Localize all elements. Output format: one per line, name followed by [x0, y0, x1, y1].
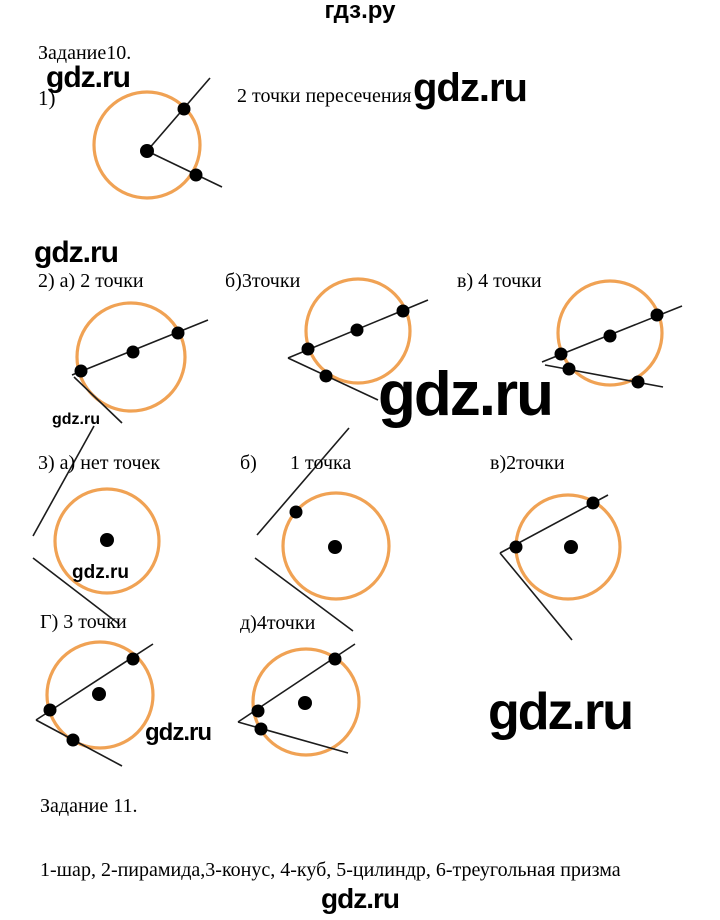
site-footer-title: gdz.ru: [321, 883, 399, 914]
task11-title: Задание 11.: [40, 795, 138, 817]
task11-answer: 1-шар, 2-пирамида,3-конус, 4-куб, 5-цилиндр, 6-треугольная призма: [40, 859, 621, 881]
task10-row2-v-label: в) 4 точки: [457, 270, 542, 292]
watermark-4g-small: gdz.ru: [145, 719, 211, 746]
diagram-2a-two-points-point: [127, 346, 140, 359]
diagram-4d-four-points-point: [298, 696, 312, 710]
watermark-row1-big: gdz.ru: [413, 66, 527, 110]
diagram-1-two-points-point: [140, 144, 154, 158]
task10-row2-a-label: 2) а) 2 точки: [38, 270, 144, 292]
diagram-3v-two-points-point: [564, 540, 578, 554]
diagram-2a-two-points-line: [72, 320, 208, 375]
diagram-2v-four-points-point: [555, 348, 568, 361]
diagram-1-two-points-point: [178, 103, 191, 116]
diagram-3b-one-point-line: [257, 428, 352, 535]
diagram-2a-two-points-point: [172, 327, 185, 340]
diagram-2b-three-points-point: [320, 370, 333, 383]
diagram-4d-four-points: [238, 644, 359, 755]
watermark-row2-left: gdz.ru: [34, 236, 118, 269]
diagram-3v-two-points-point: [510, 541, 523, 554]
diagram-4g-three-points-line: [36, 720, 122, 766]
task10-row3-b-label: б): [240, 452, 257, 474]
diagram-4g-three-points-point: [67, 734, 80, 747]
diagram-3v-two-points-line: [500, 553, 572, 640]
diagram-3v-two-points-point: [587, 497, 600, 510]
task10-row3-b-answer: 1 точка: [290, 452, 352, 474]
diagram-3a-no-points-point: [100, 533, 114, 547]
diagram-2b-three-points-line: [288, 358, 378, 400]
diagram-4d-four-points-point: [329, 653, 342, 666]
site-header-title: гдз.ру: [324, 0, 396, 24]
diagram-4g-three-points-point: [44, 704, 57, 717]
diagram-2b-three-points-point: [302, 343, 315, 356]
task10-row4-g-label: Г) 3 точки: [40, 611, 127, 633]
task10-row3-v-label: в)2точки: [490, 452, 565, 474]
task10-item1-label: 1): [38, 86, 56, 110]
diagram-4d-four-points-line: [238, 722, 348, 753]
diagram-2b-three-points-point: [397, 305, 410, 318]
diagram-3a-no-points-line: [33, 426, 94, 536]
task10-title: Задание10.: [38, 42, 132, 64]
watermark-row4-big: gdz.ru: [488, 683, 632, 741]
diagram-2v-four-points: [542, 281, 682, 389]
diagram-3v-two-points: [500, 495, 620, 640]
task10-row3-a-label: 3) а) нет точек: [38, 452, 161, 474]
watermark-3a-small: gdz.ru: [72, 562, 129, 583]
diagram-2v-four-points-point: [563, 363, 576, 376]
diagram-2b-three-points-point: [351, 324, 364, 337]
watermark-row2-big: gdz.ru: [378, 360, 552, 429]
diagram-2v-four-points-point: [632, 376, 645, 389]
diagram-2a-two-points-point: [75, 365, 88, 378]
diagram-4g-three-points-point: [127, 653, 140, 666]
diagram-4d-four-points-point: [255, 723, 268, 736]
task10-row2-b-label: б)3точки: [225, 270, 301, 292]
diagram-3b-one-point-point: [290, 506, 303, 519]
diagram-4d-four-points-point: [252, 705, 265, 718]
diagram-4g-three-points-point: [92, 687, 106, 701]
task10-item1-answer: 2 точки пересечения: [237, 85, 412, 107]
diagram-2v-four-points-point: [651, 309, 664, 322]
diagram-2a-two-points: [72, 303, 208, 423]
diagram-1-two-points-point: [190, 169, 203, 182]
diagram-3b-one-point-point: [328, 540, 342, 554]
diagram-2v-four-points-point: [604, 330, 617, 343]
watermark-top-left: gdz.ru: [46, 61, 130, 94]
watermark-2a-small: gdz.ru: [52, 411, 100, 428]
task10-row4-d-label: д)4точки: [240, 612, 316, 634]
diagram-1-two-points: [94, 78, 222, 198]
diagram-4g-three-points: [36, 642, 153, 766]
